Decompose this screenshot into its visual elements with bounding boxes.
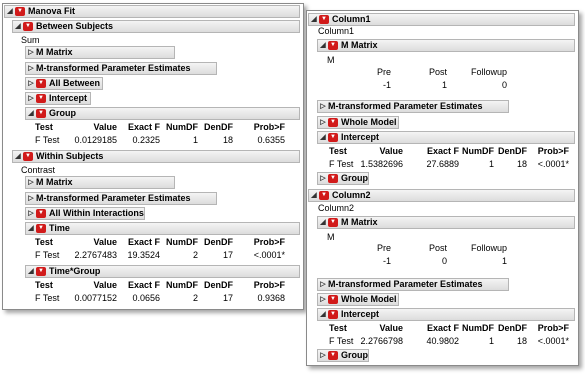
outline-title: M Matrix	[36, 177, 73, 187]
cell-value: 2.2766798	[360, 336, 403, 346]
cell-test: F Test	[35, 135, 60, 145]
manova-fit-report	[2, 3, 304, 310]
disclosure-open-icon[interactable]: ◢	[320, 311, 326, 318]
group-test-table	[35, 121, 285, 147]
outline-title: All Within Interactions	[49, 208, 144, 218]
cell-value: 2.2767483	[74, 250, 117, 260]
m-transformed-outline[interactable]	[25, 62, 217, 75]
col-header-value: Value	[93, 237, 117, 247]
cell-numdf: 2	[192, 250, 198, 260]
cell-numdf: 1	[192, 135, 198, 145]
col-header-numdf: NumDF	[166, 280, 198, 290]
whole-model-outline[interactable]	[317, 116, 399, 129]
table-row	[329, 335, 569, 348]
col-header-prob-f: Prob>F	[253, 237, 285, 247]
cell-test: F Test	[329, 159, 354, 169]
col-header-post: Post	[428, 67, 447, 77]
disclosure-open-icon[interactable]: ◢	[15, 23, 21, 30]
table-header-row	[35, 279, 285, 292]
cell-pre: -1	[382, 80, 391, 90]
outline-title: Whole Model	[341, 294, 397, 304]
disclosure-closed-icon[interactable]: ▷	[320, 119, 326, 126]
sum-label: Sum	[21, 35, 40, 45]
m-matrix-outline[interactable]	[317, 39, 575, 52]
col-header-prob-f: Prob>F	[253, 122, 285, 132]
outline-title: M-transformed Parameter Estimates	[328, 101, 483, 111]
red-triangle-menu-icon[interactable]: ▼	[36, 224, 46, 233]
table-header-row	[329, 322, 569, 335]
col-header-numdf: NumDF	[166, 237, 198, 247]
col-header-exact-f: Exact F	[127, 237, 160, 247]
outline-title: Manova Fit	[28, 6, 76, 16]
col-header-test: Test	[35, 280, 53, 290]
disclosure-closed-icon[interactable]: ▷	[320, 296, 326, 303]
disclosure-closed-icon[interactable]: ▷	[320, 281, 326, 288]
col-header-dendf: DenDF	[204, 280, 233, 290]
column1-label: Column1	[318, 26, 355, 36]
disclosure-open-icon[interactable]: ◢	[320, 134, 326, 141]
manova-fit-outline[interactable]	[4, 5, 300, 18]
cell-test: F Test	[35, 293, 60, 303]
outline-title: M Matrix	[36, 47, 73, 57]
col-header-numdf: NumDF	[462, 323, 494, 333]
all-between-outline[interactable]	[25, 77, 103, 90]
outline-title: M-transformed Parameter Estimates	[36, 63, 191, 73]
cell-numdf: 1	[488, 336, 494, 346]
disclosure-closed-icon[interactable]: ▷	[320, 352, 326, 359]
outline-title: Group	[341, 173, 368, 183]
outline-title: Intercept	[49, 93, 88, 103]
table-header-row	[347, 66, 507, 79]
disclosure-closed-icon[interactable]: ▷	[28, 80, 34, 87]
outline-title: Intercept	[341, 132, 380, 142]
intercept-outline[interactable]	[317, 308, 575, 321]
cell-value: 0.0129185	[74, 135, 117, 145]
col-header-prob-f: Prob>F	[537, 323, 569, 333]
table-row	[347, 255, 507, 268]
outline-title: M-transformed Parameter Estimates	[36, 193, 191, 203]
columns-report	[306, 10, 579, 366]
red-triangle-menu-icon[interactable]: ▼	[36, 109, 46, 118]
table-row	[329, 158, 569, 171]
outline-title: Time	[49, 223, 70, 233]
between-subjects-outline[interactable]	[12, 20, 300, 33]
red-triangle-menu-icon[interactable]: ▼	[328, 351, 338, 360]
col-header-numdf: NumDF	[166, 122, 198, 132]
col-header-dendf: DenDF	[204, 237, 233, 247]
all-within-interactions-outline[interactable]	[25, 207, 145, 220]
disclosure-closed-icon[interactable]: ▷	[28, 195, 34, 202]
cell-prob-f: 0.9368	[257, 293, 285, 303]
col-header-followup: Followup	[470, 243, 507, 253]
outline-title: Intercept	[341, 309, 380, 319]
col-header-value: Value	[93, 122, 117, 132]
intercept-outline[interactable]	[25, 92, 91, 105]
disclosure-open-icon[interactable]: ◢	[28, 110, 34, 117]
red-triangle-menu-icon[interactable]: ▼	[328, 118, 338, 127]
m-label: M	[327, 232, 335, 242]
outline-title: Group	[49, 108, 76, 118]
table-header-row	[329, 145, 569, 158]
outline-title: Within Subjects	[36, 151, 104, 161]
m-label: M	[327, 55, 335, 65]
intercept-outline[interactable]	[317, 131, 575, 144]
outline-title: M Matrix	[341, 217, 378, 227]
col-header-dendf: DenDF	[498, 146, 527, 156]
outline-title: Column2	[332, 190, 371, 200]
cell-prob-f: <.0001*	[253, 250, 285, 260]
red-triangle-menu-icon[interactable]: ▼	[328, 41, 338, 50]
red-triangle-menu-icon[interactable]: ▼	[319, 15, 329, 24]
red-triangle-menu-icon[interactable]: ▼	[36, 79, 46, 88]
cell-exact-f: 0.0656	[132, 293, 160, 303]
column2-outline[interactable]	[308, 189, 575, 202]
cell-exact-f: 19.3524	[127, 250, 160, 260]
col-header-prob-f: Prob>F	[253, 280, 285, 290]
cell-post: 1	[441, 80, 447, 90]
red-triangle-menu-icon[interactable]: ▼	[36, 209, 46, 218]
table-row	[347, 79, 507, 92]
red-triangle-menu-icon[interactable]: ▼	[319, 191, 329, 200]
col-header-numdf: NumDF	[462, 146, 494, 156]
cell-exact-f: 40.9802	[426, 336, 459, 346]
red-triangle-menu-icon[interactable]: ▼	[328, 174, 338, 183]
red-triangle-menu-icon[interactable]: ▼	[36, 94, 46, 103]
disclosure-open-icon[interactable]: ◢	[7, 8, 13, 15]
col-header-exact-f: Exact F	[426, 323, 459, 333]
disclosure-closed-icon[interactable]: ▷	[28, 49, 34, 56]
cell-test: F Test	[329, 336, 354, 346]
disclosure-closed-icon[interactable]: ▷	[320, 175, 326, 182]
table-header-row	[35, 236, 285, 249]
cell-value: 0.0077152	[74, 293, 117, 303]
contrast-label: Contrast	[21, 165, 56, 175]
col-header-value: Value	[93, 280, 117, 290]
disclosure-closed-icon[interactable]: ▷	[28, 179, 34, 186]
col-header-test: Test	[35, 122, 53, 132]
cell-numdf: 1	[488, 159, 494, 169]
m-matrix-outline[interactable]	[25, 46, 175, 59]
disclosure-closed-icon[interactable]: ▷	[28, 95, 34, 102]
outline-title: Group	[341, 350, 368, 360]
outline-title: Column1	[332, 14, 371, 24]
col-header-exact-f: Exact F	[426, 146, 459, 156]
time-group-outline[interactable]	[25, 265, 300, 278]
m-matrix-outline[interactable]	[317, 216, 575, 229]
column2-label: Column2	[318, 203, 355, 213]
cell-value: 1.5382696	[360, 159, 403, 169]
table-row	[35, 134, 285, 147]
time-test-table	[35, 236, 285, 262]
outline-title: All Between	[49, 78, 101, 88]
disclosure-open-icon[interactable]: ◢	[28, 268, 34, 275]
cell-prob-f: 0.6355	[257, 135, 285, 145]
whole-model-outline[interactable]	[317, 293, 399, 306]
cell-prob-f: <.0001*	[537, 159, 569, 169]
outline-title: Between Subjects	[36, 21, 114, 31]
cell-exact-f: 0.2325	[132, 135, 160, 145]
m-matrix-table	[347, 242, 507, 268]
disclosure-closed-icon[interactable]: ▷	[28, 65, 34, 72]
red-triangle-menu-icon[interactable]: ▼	[15, 7, 25, 16]
outline-title: Whole Model	[341, 117, 397, 127]
disclosure-closed-icon[interactable]: ▷	[28, 210, 34, 217]
intercept-test-table	[329, 145, 569, 171]
cell-exact-f: 27.6889	[426, 159, 459, 169]
disclosure-open-icon[interactable]: ◢	[15, 153, 21, 160]
disclosure-closed-icon[interactable]: ▷	[320, 103, 326, 110]
time-outline[interactable]	[25, 222, 300, 235]
cell-dendf: 18	[516, 159, 527, 169]
col-header-prob-f: Prob>F	[537, 146, 569, 156]
col-header-exact-f: Exact F	[127, 280, 160, 290]
group-outline[interactable]	[25, 107, 300, 120]
col-header-dendf: DenDF	[498, 323, 527, 333]
col-header-pre: Pre	[376, 243, 391, 253]
m-transformed-outline[interactable]	[317, 100, 509, 113]
group-outline[interactable]	[317, 172, 369, 185]
col-header-test: Test	[329, 323, 347, 333]
time-group-test-table	[35, 279, 285, 305]
cell-dendf: 18	[222, 135, 233, 145]
cell-numdf: 2	[192, 293, 198, 303]
col-header-post: Post	[428, 243, 447, 253]
cell-followup: 0	[501, 80, 507, 90]
col-header-value: Value	[379, 323, 403, 333]
cell-dendf: 17	[222, 250, 233, 260]
group-outline[interactable]	[317, 349, 369, 362]
outline-title: M Matrix	[341, 40, 378, 50]
outline-title: M-transformed Parameter Estimates	[328, 279, 483, 289]
m-matrix-table	[347, 66, 507, 92]
disclosure-open-icon[interactable]: ◢	[311, 192, 317, 199]
cell-dendf: 17	[222, 293, 233, 303]
col-header-dendf: DenDF	[204, 122, 233, 132]
cell-pre: -1	[382, 256, 391, 266]
outline-title: Time*Group	[49, 266, 101, 276]
cell-dendf: 18	[516, 336, 527, 346]
disclosure-open-icon[interactable]: ◢	[311, 16, 317, 23]
intercept-test-table	[329, 322, 569, 348]
col-header-test: Test	[35, 237, 53, 247]
red-triangle-menu-icon[interactable]: ▼	[36, 267, 46, 276]
within-subjects-outline[interactable]	[12, 150, 300, 163]
cell-prob-f: <.0001*	[537, 336, 569, 346]
red-triangle-menu-icon[interactable]: ▼	[328, 218, 338, 227]
disclosure-open-icon[interactable]: ◢	[320, 219, 326, 226]
red-triangle-menu-icon[interactable]: ▼	[328, 310, 338, 319]
col-header-followup: Followup	[470, 67, 507, 77]
table-header-row	[35, 121, 285, 134]
col-header-exact-f: Exact F	[127, 122, 160, 132]
red-triangle-menu-icon[interactable]: ▼	[23, 152, 33, 161]
table-row	[35, 249, 285, 262]
red-triangle-menu-icon[interactable]: ▼	[23, 22, 33, 31]
cell-test: F Test	[35, 250, 60, 260]
disclosure-open-icon[interactable]: ◢	[28, 225, 34, 232]
column1-outline[interactable]	[308, 13, 575, 26]
m-transformed-outline[interactable]	[317, 278, 509, 291]
m-transformed-outline[interactable]	[25, 192, 217, 205]
col-header-test: Test	[329, 146, 347, 156]
col-header-value: Value	[379, 146, 403, 156]
col-header-pre: Pre	[376, 67, 391, 77]
cell-followup: 1	[501, 256, 507, 266]
red-triangle-menu-icon[interactable]: ▼	[328, 295, 338, 304]
cell-post: 0	[441, 256, 447, 266]
table-header-row	[347, 242, 507, 255]
table-row	[35, 292, 285, 305]
m-matrix-outline[interactable]	[25, 176, 175, 189]
disclosure-open-icon[interactable]: ◢	[320, 42, 326, 49]
red-triangle-menu-icon[interactable]: ▼	[328, 133, 338, 142]
